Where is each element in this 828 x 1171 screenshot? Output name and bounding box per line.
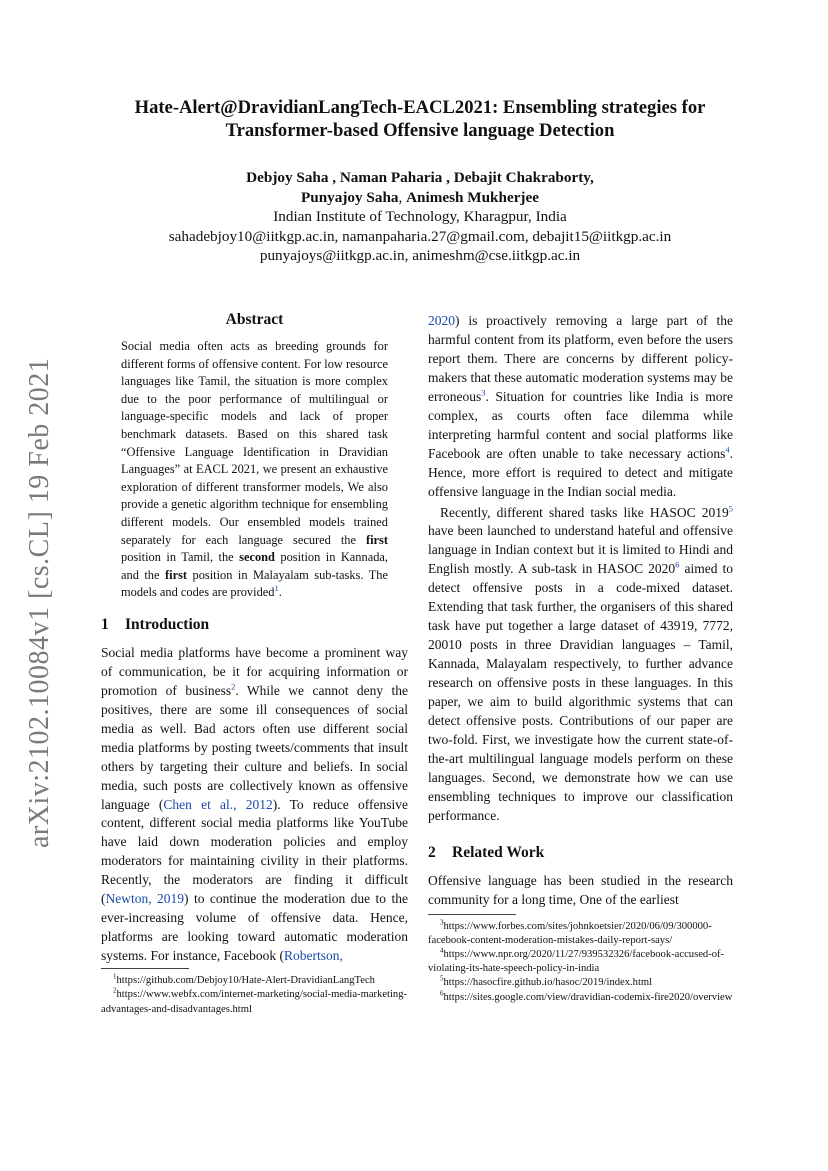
left-column bbox=[101, 310, 408, 1017]
footnote-url[interactable]: https://sites.google.com/view/dravidian-codemix-fire2020/overview bbox=[443, 991, 733, 1003]
emails-line-1: sahadebjoy10@iitkgp.ac.in, namanpaharia.27@gmail.com, debajit15@iitkgp.ac.in bbox=[168, 227, 672, 245]
footnote-number: 6 bbox=[440, 989, 444, 998]
footnote-number: 2 bbox=[113, 986, 117, 995]
intro-text-10: aimed to detect offensive posts in a code-mixed dataset. Extending that task further, the organisers of this shared task have put together a large dataset of 43919, 7772, 20010 posts in three Dravidian languages – Tamil, Kannada, Malayalam respectively, to further advance research on offensive posts in these languages. In this paper, we aim to build algorithmic systems that can detect offensive posts. Contributions of our paper are two-fold. First, we investigate how the current state-of-the-art multilingual language models perform on these languages. Second, we demonstrate how we can use ensembling techniques to improve our classification performance. bbox=[428, 561, 733, 823]
author-name-animesh: Animesh Mukherjee bbox=[406, 188, 539, 206]
abstract-bold-first: first bbox=[365, 532, 388, 547]
paper-title bbox=[100, 96, 740, 142]
citation-robertson-2020[interactable]: Robertson, bbox=[283, 948, 343, 964]
intro-text-5: ) is proactively removing a large part of the harmful content from its platform, even before the users report them. There are concerns by different policy-makers that these automatic moderation systems may be erroneous bbox=[428, 313, 733, 404]
intro-text-2: . While we cannot deny the positives, there are some ill consequences of social media as well. Bad actors often use different social media platforms by posting tweets/comments that insult others by targeting their culture and beliefs. In social media, such posts are collectively known as offensive language ( bbox=[101, 682, 409, 812]
abstract-part-3: position in Kannada, and the bbox=[121, 550, 388, 582]
footnote-number: 4 bbox=[440, 946, 444, 955]
footnote-ref-2[interactable]: 2 bbox=[231, 681, 236, 692]
authors-line-1 bbox=[100, 168, 740, 188]
section-title: Related Work bbox=[452, 843, 545, 861]
section-heading-related-work bbox=[428, 843, 733, 863]
footnote-3 bbox=[428, 920, 733, 948]
footnotes-right bbox=[428, 914, 733, 1005]
footnote-ref-6[interactable]: 6 bbox=[675, 559, 680, 570]
citation-robertson-2020-year[interactable]: 2020 bbox=[428, 313, 455, 328]
abstract-part-2: position in Tamil, the bbox=[121, 550, 240, 565]
footnote-1 bbox=[101, 974, 408, 988]
affiliation: Indian Institute of Technology, Kharagpur, India bbox=[273, 208, 567, 225]
title-line-1: Hate-Alert@DravidianLangTech-EACL2021: Ensembling strategies for bbox=[134, 97, 706, 118]
authors-separator: , bbox=[398, 188, 407, 206]
footnote-ref-1[interactable]: 1 bbox=[274, 583, 279, 594]
footnote-2 bbox=[101, 988, 408, 1016]
footnote-number: 3 bbox=[440, 918, 444, 927]
intro-paragraph-continued bbox=[428, 312, 733, 502]
intro-text-1: Social media platforms have become a prominent way of communication, be it for acquiring information or promotion of business bbox=[101, 644, 408, 698]
author-block bbox=[100, 168, 740, 266]
intro-text-4: ) to continue the moderation due to the ever-increasing volume of offensive data. Hence, platforms are looking toward automatic moderation systems. For instance, Facebook ( bbox=[101, 891, 408, 964]
authors-line-2 bbox=[100, 188, 740, 208]
related-work-paragraph: Offensive language has been studied in the research community for a long time, One of the earliest bbox=[428, 872, 733, 907]
intro-paragraph-2 bbox=[428, 504, 733, 826]
emails-line-2: punyajoys@iitkgp.ac.in, animeshm@cse.iitkgp.ac.in bbox=[259, 247, 581, 264]
title-line-2: Transformer-based Offensive language Detection bbox=[225, 120, 615, 141]
intro-text-6: . Situation for countries like India is more complex, as courts often face dilemma while interpreting harmful content and social platforms like Facebook are often unable to take necessary actions bbox=[428, 388, 733, 461]
citation-chen-2012[interactable]: Chen et al., 2012 bbox=[163, 796, 273, 812]
footnote-6 bbox=[428, 991, 733, 1005]
abstract-heading: Abstract bbox=[225, 311, 284, 328]
intro-text-7: . Hence, more effort is required to detect and mitigate offensive language in the Indian social media. bbox=[428, 445, 733, 499]
section-title: Introduction bbox=[125, 615, 210, 633]
right-column bbox=[428, 312, 733, 1005]
abstract-text bbox=[121, 338, 388, 602]
arxiv-identifier[interactable]: arXiv:2102.10084v1 [cs.CL] 19 Feb 2021 bbox=[24, 357, 55, 848]
section-number: 1 bbox=[101, 615, 109, 633]
footnote-url[interactable]: https://github.com/Debjoy10/Hate-Alert-DravidianLangTech bbox=[116, 975, 375, 987]
intro-text-9: have been launched to understand hateful and offensive language in Indian context but it is limited to Hindi and English mostly. A sub-task in HASOC 2020 bbox=[428, 523, 733, 577]
footnote-rule bbox=[428, 914, 516, 915]
footnote-number: 5 bbox=[440, 974, 444, 983]
footnote-rule bbox=[101, 968, 189, 969]
footnote-5 bbox=[428, 976, 733, 990]
abstract-part-5: . bbox=[278, 585, 282, 600]
footnote-number: 1 bbox=[113, 972, 117, 981]
section-heading-introduction bbox=[101, 615, 408, 635]
intro-text-3: ). To reduce offensive content, different social media platforms like YouTube have laid down moderation policies and employ moderators for maintaining civility in their platforms. Recently, the moderators are finding it difficult ( bbox=[101, 796, 408, 907]
footnote-ref-3[interactable]: 3 bbox=[481, 387, 486, 398]
footnote-url[interactable]: https://www.forbes.com/sites/johnkoetsier/2020/06/09/300000-facebook-content-moderation-mistakes-daily-report-says/ bbox=[428, 920, 712, 946]
footnote-url[interactable]: https://www.npr.org/2020/11/27/939532326/facebook-accused-of-violating-its-hate-speech-policy-in-india bbox=[428, 949, 725, 975]
section-number: 2 bbox=[428, 843, 436, 861]
footnote-4 bbox=[428, 948, 733, 976]
intro-paragraph bbox=[101, 644, 408, 966]
citation-newton-2019[interactable]: Newton, 2019 bbox=[105, 891, 185, 907]
footnote-ref-5[interactable]: 5 bbox=[728, 503, 733, 514]
footnotes-left bbox=[101, 968, 408, 1017]
abstract-bold-first-2: first bbox=[165, 567, 188, 582]
authors-names-1: Debjoy Saha , Naman Paharia , Debajit Chakraborty, bbox=[246, 169, 594, 186]
footnote-ref-4[interactable]: 4 bbox=[725, 444, 730, 455]
abstract-part-4: position in Malayalam sub-tasks. The models and codes are provided bbox=[121, 567, 388, 600]
abstract-bold-second: second bbox=[239, 550, 275, 565]
intro-text-8: Recently, different shared tasks like HASOC 2019 bbox=[440, 504, 729, 520]
footnote-url[interactable]: https://www.webfx.com/internet-marketing/social-media-marketing-advantages-and-disadvantages.html bbox=[101, 989, 408, 1015]
abstract-part-1: Social media often acts as breeding grounds for different forms of offensive content. For low resource languages like Tamil, the situation is more complex due to the poor performance of multilingual or language-specific models and lack of proper benchmark datasets. Based on this shared task “Offensive Language Identification in Dravidian Languages” at EACL 2021, we present an exhaustive exploration of different transformer models, We also provide a genetic algorithm technique for ensembling different models. Our ensembled models trained separately for each language secured the bbox=[121, 339, 388, 547]
author-name-punyajoy: Punyajoy Saha bbox=[301, 188, 399, 206]
footnote-url[interactable]: https://hasocfire.github.io/hasoc/2019/index.html bbox=[443, 977, 653, 989]
